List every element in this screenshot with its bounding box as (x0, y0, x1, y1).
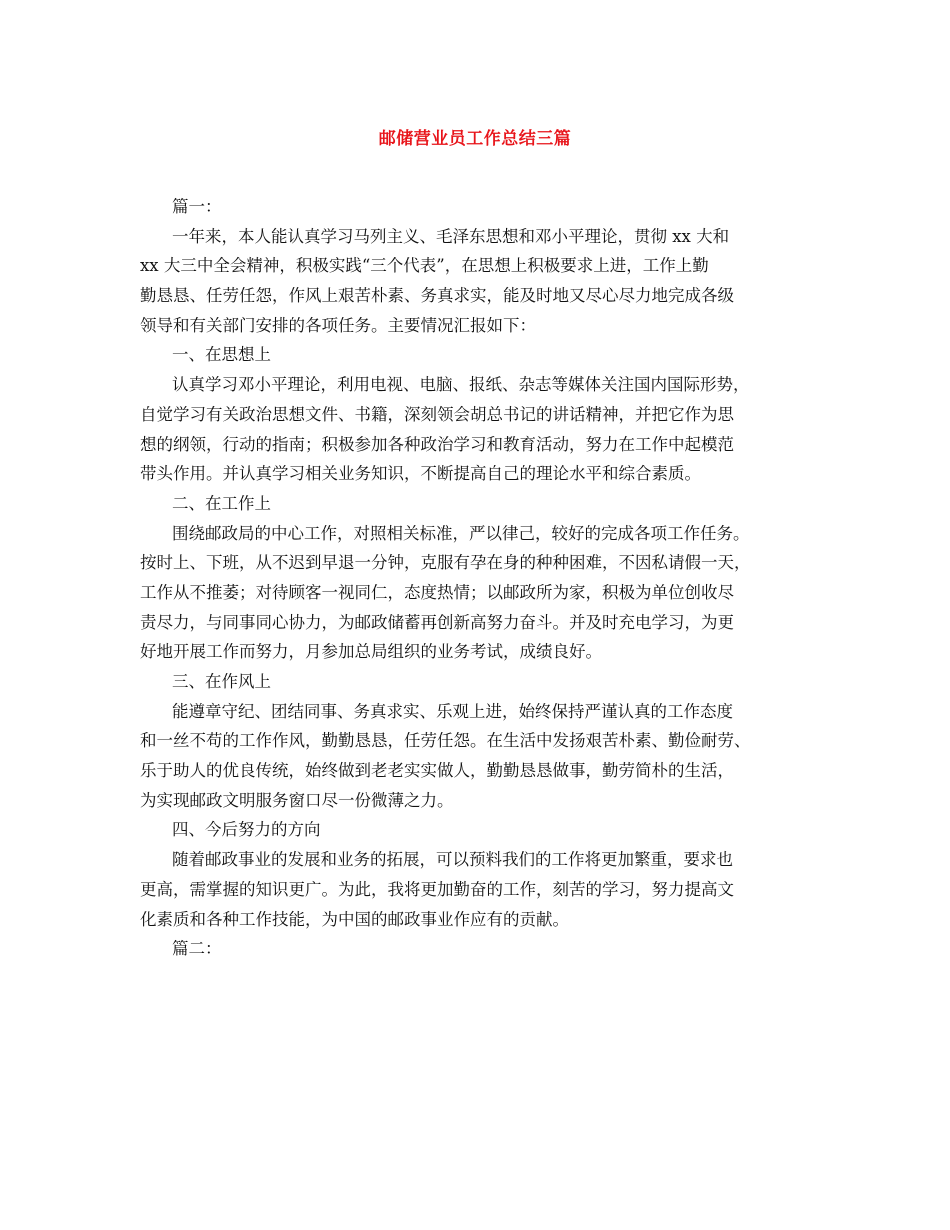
paragraph-line: 一、在思想上 (172, 345, 271, 365)
paragraph-line: 勤恳恳、任劳任怨，作风上艰苦朴素、务真求实，能及时地又尽心尽力地完成各级 (140, 286, 734, 306)
paragraph-line: 领导和有关部门安排的各项任务。主要情况汇报如下： (140, 315, 536, 335)
paragraph-line: 二、在工作上 (172, 493, 271, 513)
paragraph-line: 篇一： (172, 197, 222, 216)
document-title: 邮储营业员工作总结三篇 (378, 129, 572, 149)
paragraph-line: 围绕邮政局的中心工作，对照相关标准，严以律己，较好的完成各项工作任务。 (172, 523, 750, 543)
paragraph-line: 和一丝不苟的工作作风，勤勤恳恳，任劳任怨。在生活中发扬艰苦朴素、勤俭耐劳、 (140, 731, 751, 751)
paragraph-line: 三、在作风上 (172, 672, 271, 691)
paragraph-line: 更高，需掌握的知识更广。为此，我将更加勤奋的工作，刻苦的学习，努力提高文 (140, 879, 734, 899)
paragraph-line: 责尽力，与同事同心协力，为邮政储蓄再创新高努力奋斗。并及时充电学习，为更 (140, 612, 734, 632)
paragraph-line: 化素质和各种工作技能，为中国的邮政事业作应有的贡献。 (140, 909, 569, 929)
paragraph-line: 认真学习邓小平理论，利用电视、电脑、报纸、杂志等媒体关注国内国际形势， (172, 375, 750, 395)
paragraph-line: 按时上、下班，从不迟到早退一分钟，克服有孕在身的种种困难，不因私请假一天， (140, 553, 751, 573)
paragraph-line: 自觉学习有关政治思想文件、书籍，深刻领会胡总书记的讲话精神，并把它作为思 (140, 404, 734, 424)
paragraph-line: 能遵章守纪、团结同事、务真求实、乐观上进，始终保持严谨认真的工作态度 (172, 701, 733, 721)
paragraph-line: xx 大三中全会精神，积极实践“三个代表”，在思想上积极要求上进，工作上勤 (140, 256, 709, 276)
paragraph-line: 好地开展工作而努力，月参加总局组织的业务考试，成绩良好。 (140, 642, 602, 662)
paragraph-line: 篇二： (172, 939, 222, 959)
paragraph-line: 为实现邮政文明服务窗口尽一份微薄之力。 (140, 790, 454, 810)
paragraph-line: 工作从不推萎；对待顾客一视同仁，态度热情；以邮政所为家，积极为单位创收尽 (140, 582, 734, 602)
document-body (140, 192, 812, 964)
paragraph-line: 四、今后努力的方向 (172, 820, 321, 840)
paragraph-line: 乐于助人的优良传统，始终做到老老实实做人，勤勤恳恳做事，勤劳简朴的生活， (140, 761, 734, 781)
paragraph-line: 随着邮政事业的发展和业务的拓展，可以预料我们的工作将更加繁重，要求也 (172, 850, 733, 870)
paragraph-line: 带头作用。并认真学习相关业务知识，不断提高自己的理论水平和综合素质。 (140, 464, 701, 484)
paragraph-line: 一年来，本人能认真学习马列主义、毛泽东思想和邓小平理论，贯彻 xx 大和 (172, 226, 730, 246)
paragraph-line: 想的纲领，行动的指南；积极参加各种政治学习和教育活动，努力在工作中起模范 (140, 434, 734, 454)
